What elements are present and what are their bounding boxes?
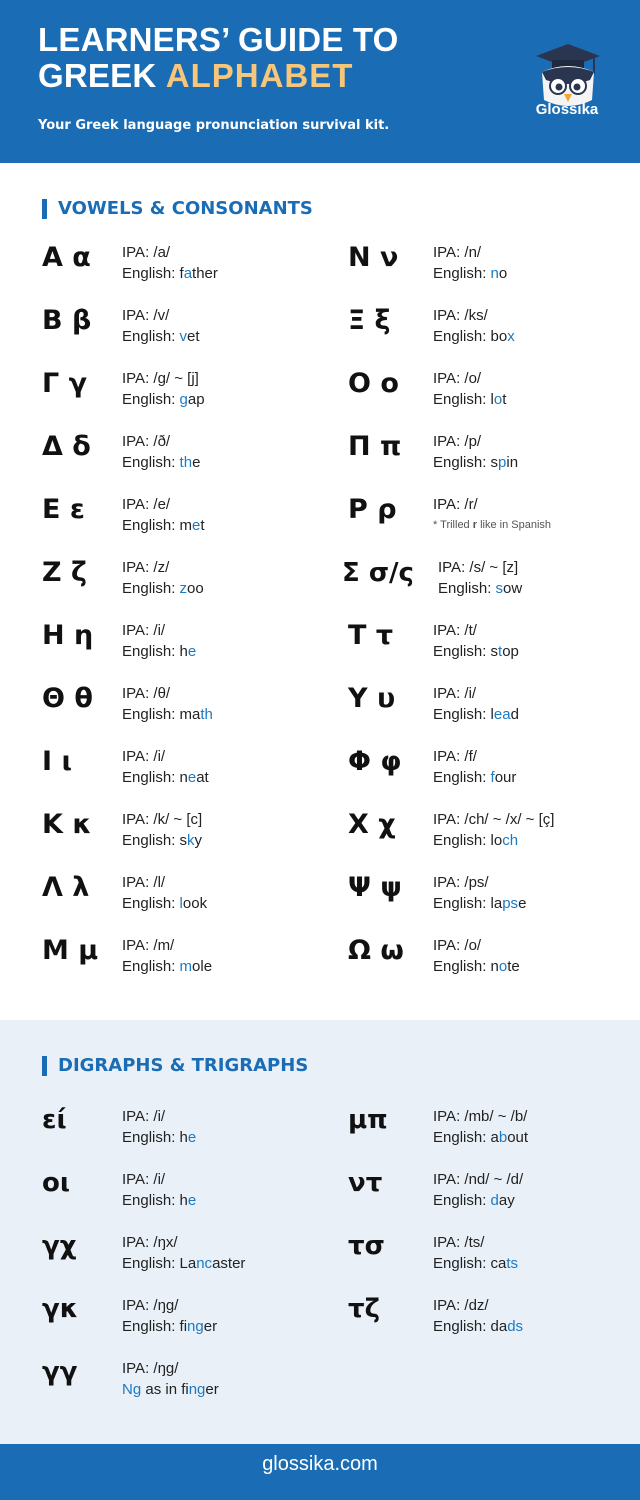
ipa-line: IPA: /ks/ [433,307,488,324]
letter-entry [42,305,342,361]
english-highlight: o [498,958,508,975]
footer-link[interactable]: glossika.com [262,1453,378,1475]
english-example [433,326,515,347]
english-example [122,1379,219,1400]
pronunciation-info [122,242,218,284]
letter-entry [42,872,342,928]
english-example [122,515,205,536]
english-highlight: l [179,895,183,912]
greek-glyph: οι [42,1168,70,1198]
letter-entry [348,305,640,361]
ipa-line: IPA: /a/ [122,244,171,261]
letter-entry [348,1167,640,1223]
pronunciation-info [122,494,205,536]
english-highlight: nc [196,1255,213,1272]
english-example [433,956,520,977]
letter-entry [342,557,640,613]
english-text: e [192,454,201,471]
english-highlight: e [187,643,197,660]
greek-glyph: Κ κ [42,809,92,840]
english-text: ole [192,958,213,975]
letter-entry [42,620,342,676]
letter-entry [42,557,342,613]
letter-entry [42,746,342,802]
pronunciation-info [433,1295,523,1337]
letter-entry [42,494,342,550]
letter-entry [42,1167,342,1223]
greek-glyph: Λ λ [42,872,90,903]
letter-entry [348,1104,640,1160]
pronunciation-info [122,1106,196,1148]
pronunciation-info [122,1358,219,1400]
pronunciation-info [433,746,516,788]
english-text: English: s [433,454,499,471]
section-title-digraphs-trigraphs: DIGRAPHS & TRIGRAPHS [42,1055,308,1077]
ipa-line: IPA: /i/ [122,622,166,639]
ipa-line: IPA: /m/ [122,937,175,954]
pronunciation-info [122,431,200,473]
english-text: English: s [433,643,499,660]
english-example [122,641,196,662]
english-example [433,641,519,662]
english-highlight: ea [493,706,511,723]
ipa-line: IPA: /ps/ [433,874,489,891]
english-example [122,326,200,347]
english-highlight: b [498,1129,508,1146]
ipa-line: IPA: /θ/ [122,685,171,702]
english-example [122,578,204,599]
pronunciation-info [122,683,213,725]
english-example [433,1127,528,1148]
english-example [438,578,522,599]
english-example [122,1190,196,1211]
letter-entry [348,494,640,550]
english-example [433,1316,523,1337]
english-text: o [498,265,508,282]
english-text: English: lo [433,832,503,849]
letter-entry [348,683,640,739]
english-text: aster [212,1255,246,1272]
ipa-line: IPA: /t/ [433,622,477,639]
english-text: at [196,769,209,786]
ipa-line: IPA: /ŋx/ [122,1234,178,1251]
english-highlight: z [179,580,188,597]
english-text: English: n [433,958,499,975]
note-text: * Trilled [433,519,473,531]
english-example [433,389,506,410]
english-text: oo [187,580,204,597]
pronunciation-info [122,368,205,410]
english-text: English: s [122,832,188,849]
english-highlight: v [179,328,188,345]
ipa-line: IPA: /ŋg/ [122,1297,179,1314]
english-text: English: la [433,895,503,912]
english-text: er [205,1381,219,1398]
english-highlight: th [200,706,213,723]
english-highlight: s [495,580,504,597]
pronunciation-info [433,935,520,977]
letter-entry [348,809,640,865]
pronunciation-info [122,935,212,977]
english-example [122,263,218,284]
greek-glyph: γγ [42,1357,78,1387]
english-text: English: ca [433,1255,507,1272]
english-highlight: ds [507,1318,524,1335]
pronunciation-info [433,305,515,347]
english-highlight: p [498,454,507,471]
greek-glyph: Θ θ [42,683,93,714]
ipa-line: IPA: /dz/ [433,1297,489,1314]
pronunciation-info [433,809,554,851]
english-text: t [502,391,507,408]
english-text: English: [122,328,180,345]
ipa-line: IPA: /s/ ~ [z] [438,559,519,576]
english-highlight: o [493,391,503,408]
ipa-line: IPA: /ŋg/ [122,1360,179,1377]
letter-entry [42,431,342,487]
english-text: er [203,1318,218,1335]
greek-glyph: Ο ο [348,368,399,399]
english-highlight: ng [187,1318,204,1335]
logo-wordmark: Glossika [535,101,599,118]
pronunciation-note [433,515,551,536]
ipa-line: IPA: /e/ [122,496,171,513]
english-example [122,704,213,725]
letter-entry [42,1230,342,1286]
english-highlight: e [192,517,201,534]
pronunciation-info [433,368,506,410]
greek-glyph: Χ χ [348,809,396,840]
ipa-line: IPA: /nd/ ~ /d/ [433,1171,524,1188]
english-text: English: fi [122,1318,188,1335]
greek-glyph: Π π [348,431,402,462]
english-example [433,893,526,914]
greek-glyph: εί [42,1105,67,1135]
english-example [122,767,209,788]
letter-entry [348,620,640,676]
ipa-line: IPA: /ch/ ~ /x/ ~ [ç] [433,811,555,828]
pronunciation-info [122,305,200,347]
title-line-1: LEARNERS’ GUIDE TO [38,21,399,58]
english-highlight: t [498,643,503,660]
ipa-line: IPA: /ð/ [122,433,171,450]
greek-glyph: Ε ε [42,494,85,525]
english-highlight: ps [502,895,519,912]
greek-glyph: Γ γ [42,368,87,399]
english-highlight: e [187,1192,197,1209]
pronunciation-info [433,683,519,725]
letter-entry [42,242,342,298]
english-text: English: l [433,706,494,723]
greek-glyph: Μ μ [42,935,99,966]
greek-glyph: μπ [348,1105,388,1135]
ipa-line: IPA: /f/ [433,748,477,765]
note-text: like in Spanish [477,519,552,531]
english-text: d [510,706,519,723]
english-text: as in fi [141,1381,189,1398]
english-example [433,704,519,725]
ipa-line: IPA: /mb/ ~ /b/ [433,1108,528,1125]
pronunciation-info [122,557,204,599]
english-highlight: Ng [122,1381,142,1398]
english-text: English: da [433,1318,508,1335]
pronunciation-info [122,1232,245,1274]
english-example [122,830,202,851]
greek-glyph: Φ φ [348,746,402,777]
english-example [122,893,207,914]
english-text: English: h [122,1192,188,1209]
ipa-line: IPA: /i/ [433,685,477,702]
greek-glyph: τσ [348,1231,385,1261]
english-text: our [494,769,517,786]
english-highlight: ts [506,1255,519,1272]
english-highlight: g [179,391,188,408]
greek-glyph: Ι ι [42,746,72,777]
ipa-line: IPA: /n/ [433,244,482,261]
english-example [433,452,518,473]
english-text: English: bo [433,328,508,345]
english-text: y [194,832,203,849]
greek-glyph: Η η [42,620,94,651]
english-highlight: e [187,1129,197,1146]
letter-entry [348,368,640,424]
letter-entry [42,935,342,991]
page-title [38,22,399,94]
english-highlight: e [187,769,197,786]
english-highlight: th [179,454,193,471]
greek-glyph: τζ [348,1294,380,1324]
pronunciation-info [433,1169,523,1211]
letter-entry [348,935,640,991]
english-example [433,767,516,788]
ipa-line: IPA: /l/ [122,874,166,891]
title-line-2 [38,58,399,94]
english-text: English: [438,580,496,597]
english-example [433,1253,518,1274]
english-text: e [518,895,527,912]
english-text: English: m [122,517,193,534]
greek-glyph: Ν ν [348,242,399,273]
english-text: English: [433,265,491,282]
pronunciation-info [433,494,551,536]
letter-entry [348,1230,640,1286]
english-text: English: f [122,265,184,282]
page-subtitle: Your Greek language pronunciation survival kit. [38,118,390,133]
ipa-line: IPA: /r/ [433,496,478,513]
english-example [122,389,205,410]
pronunciation-info [122,746,209,788]
greek-glyph: Ψ ψ [348,872,402,903]
english-text: English: n [122,769,188,786]
english-highlight: x [507,328,515,345]
english-text: ook [182,895,208,912]
english-example [122,452,200,473]
pronunciation-info [433,1232,518,1274]
pronunciation-info [122,1169,196,1211]
english-text: ap [187,391,205,408]
ipa-line: IPA: /o/ [433,937,482,954]
pronunciation-info [433,1106,528,1148]
english-example [433,830,554,851]
letter-entry [348,431,640,487]
english-example [433,1190,523,1211]
english-text: ther [192,265,218,282]
letter-entry [348,872,640,928]
english-highlight: n [490,265,499,282]
greek-glyph: Β β [42,305,92,336]
english-highlight: f [490,769,495,786]
letter-entry [348,746,640,802]
pronunciation-info [433,242,507,284]
english-text: English: [122,580,180,597]
english-text: English: [122,454,180,471]
english-highlight: a [183,265,193,282]
note-bold-letter: r [472,519,478,531]
ipa-line: IPA: /p/ [433,433,482,450]
letter-entry [348,242,640,298]
letter-entry [42,1293,342,1349]
english-text: out [507,1129,529,1146]
english-highlight: k [187,832,195,849]
pronunciation-info [122,872,207,914]
ipa-line: IPA: /i/ [122,1171,166,1188]
pronunciation-info [122,620,196,662]
english-example [122,1127,196,1148]
greek-glyph: Υ υ [348,683,396,714]
ipa-line: IPA: /v/ [122,307,170,324]
greek-glyph: Ξ ξ [348,305,391,336]
english-highlight: d [490,1192,499,1209]
english-text: English: [433,769,491,786]
english-text: English: [122,895,180,912]
english-text: English: La [122,1255,197,1272]
ipa-line: IPA: /i/ [122,1108,166,1125]
english-text: English: [122,958,180,975]
english-text: English: h [122,643,188,660]
english-text: English: h [122,1129,188,1146]
letter-entry [42,368,342,424]
pronunciation-info [122,809,202,851]
english-text: English: [433,1192,491,1209]
english-highlight: m [179,958,193,975]
english-text: English: [122,391,180,408]
english-example [122,1253,245,1274]
ipa-line: IPA: /o/ [433,370,482,387]
ipa-line: IPA: /g/ ~ [j] [122,370,199,387]
ipa-line: IPA: /ts/ [433,1234,485,1251]
greek-glyph: Α α [42,242,91,273]
letter-entry [42,809,342,865]
pronunciation-info [433,872,526,914]
letter-entry [42,1104,342,1160]
title-word-alphabet: ALPHABET [165,57,354,94]
english-highlight: ng [188,1381,206,1398]
ipa-line: IPA: /k/ ~ [c] [122,811,203,828]
english-text: in [506,454,519,471]
english-text: op [502,643,519,660]
english-text: English: a [433,1129,499,1146]
pronunciation-info [433,431,518,473]
greek-glyph: γχ [42,1231,77,1261]
greek-glyph: Δ δ [42,431,91,462]
english-text: te [507,958,520,975]
letter-entry [348,1293,640,1349]
english-example [433,263,507,284]
greek-glyph: ντ [348,1168,383,1198]
letter-entry [42,683,342,739]
english-text: ow [503,580,523,597]
pronunciation-info [438,557,522,599]
greek-glyph: Ω ω [348,935,404,966]
english-highlight: ch [502,832,519,849]
english-text: ay [498,1192,515,1209]
english-text: et [187,328,200,345]
pronunciation-info [122,1295,217,1337]
english-example [122,956,212,977]
letter-entry [42,1356,342,1412]
greek-glyph: Σ σ/ς [342,558,414,588]
english-example [122,1316,217,1337]
greek-glyph: Τ τ [348,620,394,651]
section-title-vowels-consonants: VOWELS & CONSONANTS [42,198,313,220]
ipa-line: IPA: /z/ [122,559,170,576]
english-text: t [200,517,205,534]
greek-glyph: Ρ ρ [348,494,397,525]
ipa-line: IPA: /i/ [122,748,166,765]
greek-glyph: Ζ ζ [42,557,87,588]
english-text: English: ma [122,706,201,723]
pronunciation-info [433,620,519,662]
title-word-greek: GREEK [38,57,166,94]
english-text: English: l [433,391,494,408]
greek-glyph: γκ [42,1294,79,1324]
